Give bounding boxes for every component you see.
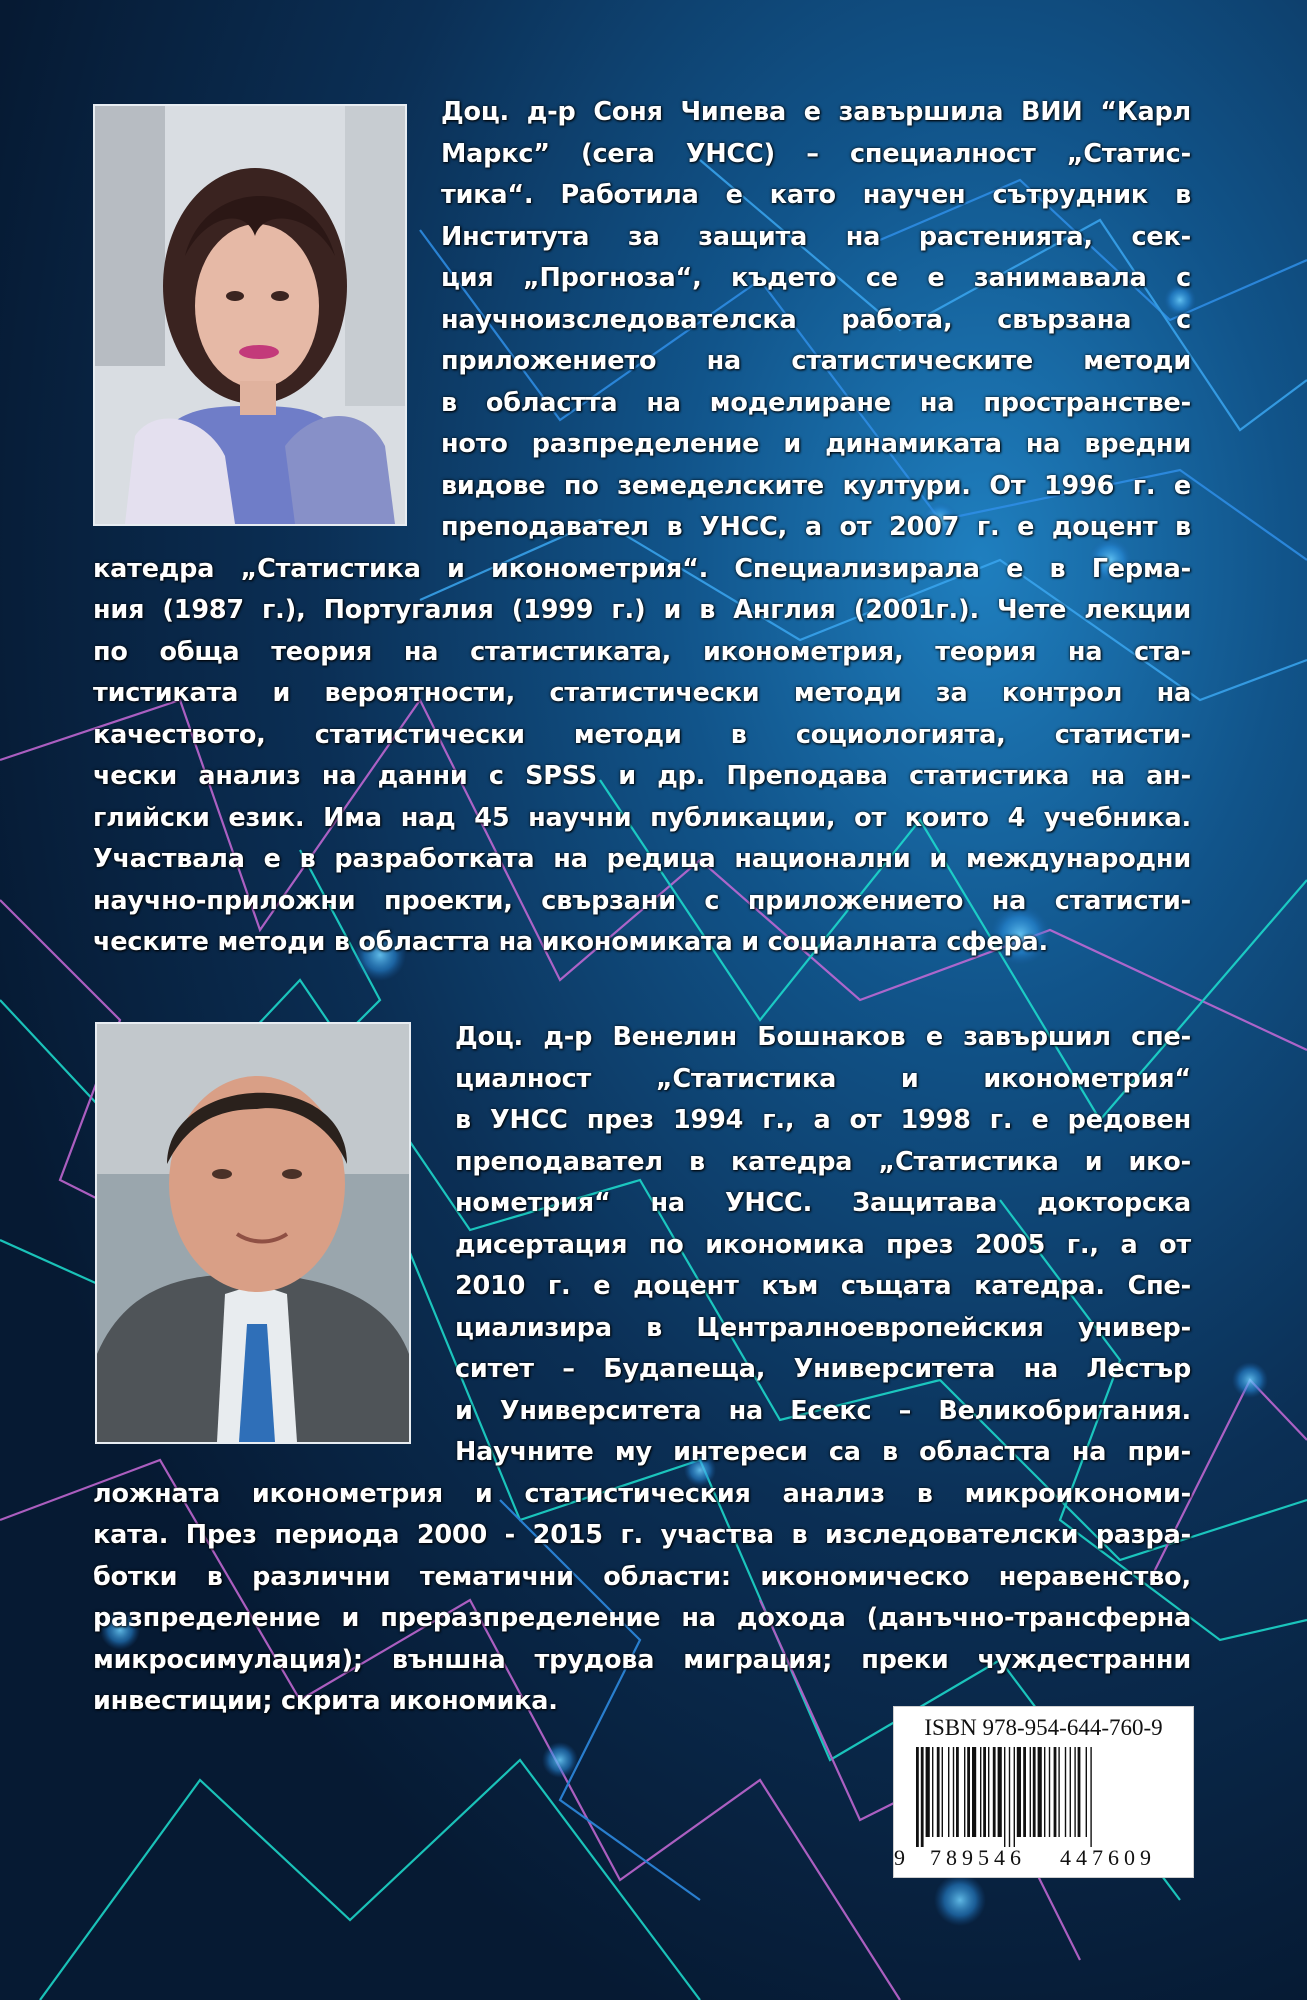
barcode-digits-right: 447609 [1060,1845,1156,1870]
barcode-bar [942,1747,943,1837]
bio-1-line: качеството, статистически методи в социологията, статисти- [93,719,1191,750]
bio-1-line: научно-приложни проекти, свързани с приложението на статисти- [93,885,1191,916]
bio-1-line: Маркс” (сега УНСС) – специалност „Статис- [441,138,1191,169]
barcode-bar [926,1747,930,1837]
bio-2-line: Доц. д-р Венелин Бошнаков е завършил спе- [455,1022,1191,1052]
barcode-bar [937,1747,940,1837]
barcode-bar [921,1747,924,1847]
barcode-bar [1014,1747,1015,1847]
bio-1-line: научноизследователска работа, свързана с [441,304,1191,335]
bio-2-line: инвестиции; скрита икономика. [93,1686,558,1716]
bio-2-line: разпределение и преразпределение на дохода (данъчно-трансферна [93,1603,1191,1633]
barcode-bar [1086,1747,1087,1837]
barcode-bar [1017,1747,1021,1837]
bio-1-line: Института за защита на растенията, сек- [441,221,1191,252]
bio-2-line: ложната иконометрия и статистическия анализ в микроикономи- [93,1478,1191,1509]
bio-1-line: ческите методи в областта на икономиката и социалната сфера. [93,927,1049,957]
bio-1-line: Доц. д-р Соня Чипева е завършила ВИИ “Карл [441,97,1191,127]
barcode-bar [1078,1747,1081,1837]
barcode-digits-left: 789546 [930,1845,1026,1870]
bio-2-line: микросимулация); външна трудова миграция; преки чуждестранни [93,1644,1191,1675]
barcode-bar [948,1747,949,1837]
barcode-digit-lead: 9 [894,1845,905,1870]
barcode-bar [1044,1747,1045,1837]
isbn-barcode [893,1706,1194,1878]
barcode-bar [916,1747,919,1847]
bio-1-line: ния (1987 г.), Португалия (1999 г.) и в Англия (2001г.). Чете лекции [93,595,1191,625]
bio-1-line: тистиката и вероятности, статистически методи за контрол на [93,678,1191,708]
bio-2-line: и Университета на Есекс – Великобритания. [455,1395,1191,1426]
barcode-bar [1090,1747,1091,1847]
bio-2-line: Научните му интереси са в областта на при- [455,1437,1191,1467]
barcode-bar [1070,1747,1071,1837]
author-bio-2 [93,1017,1191,1723]
barcode-bar [972,1747,976,1837]
bio-1-line: Участвала е в разработката на редица национални и международни [93,844,1191,874]
barcode-bar [964,1747,965,1837]
barcode-bar [998,1747,1002,1837]
author-bio-1 [93,92,1191,964]
barcode-bar [1009,1747,1010,1847]
barcode-bar [1038,1747,1042,1837]
bio-2-line: циалност „Статистика и иконометрия“ [455,1063,1191,1094]
bio-2-line: ката. През периода 2000 - 2015 г. участва в изследователски разра- [93,1520,1191,1550]
bio-1-line: в областта на моделиране на пространстве- [441,387,1191,418]
isbn-number: ISBN 978-954-644-760-9 [924,1715,1163,1740]
barcode-bar [988,1747,989,1837]
barcode-bar [1004,1747,1005,1847]
bio-1-line: видове по земеделските култури. От 1996 г. е [441,470,1191,501]
barcode-bar [993,1747,996,1837]
barcode-bar [953,1747,954,1837]
bio-2-line: дисертация по икономика през 2005 г., а от [455,1229,1191,1260]
bio-1-line: по обща теория на статистиката, иконометрия, теория на ста- [93,636,1191,667]
barcode-bar [983,1747,986,1837]
bio-2-line: в УНСС през 1994 г., а от 1998 г. е редовен [455,1105,1191,1135]
bio-2-line: ситет – Будапеща, Университета на Лестър [455,1354,1191,1384]
bio-2-line: 2010 г. е доцент към същата катедра. Спе- [455,1271,1191,1301]
bio-2-line: нометрия“ на УНСС. Защитава докторска [455,1188,1191,1218]
bio-2-line: ботки в различни тематични области: икономическо неравенство, [93,1561,1191,1592]
barcode-bar [1023,1747,1026,1837]
barcode-bar [1049,1747,1050,1837]
bio-1-line: приложението на статистическите методи [441,346,1191,376]
barcode-bar [1030,1747,1031,1837]
barcode-bar [956,1747,959,1837]
bio-2-line: преподавател в катедра „Статистика и ико- [455,1146,1191,1177]
barcode-bar [967,1747,970,1837]
barcode-bar [1054,1747,1057,1837]
barcode-bars [908,1747,1180,1849]
bio-1-line: катедра „Статистика и иконометрия“. Специализирала е в Герма- [93,553,1191,584]
bio-1-line: глийски език. Има над 45 научни публикации, от които 4 учебника. [93,802,1191,833]
bio-2-line: циализира в Централноевропейския универ- [455,1312,1191,1343]
bio-1-line: преподавател в УНСС, а от 2007 г. е доцент в [441,512,1191,542]
barcode-bar [1033,1747,1036,1837]
barcode-bar [932,1747,933,1837]
barcode-bar [980,1747,981,1837]
barcode-bar [1074,1747,1075,1837]
bio-1-line: чески анализ на данни с SPSS и др. Преподава статистика на ан- [93,761,1191,791]
bio-1-line: ното разпределение и динамиката на вредни [441,429,1191,459]
bio-1-line: тика“. Работила е като научен сътрудник в [441,180,1191,210]
barcode-bar [1058,1747,1059,1837]
barcode-bar [1065,1747,1066,1837]
bio-1-line: ция „Прогноза“, където се е занимавала с [441,263,1191,293]
